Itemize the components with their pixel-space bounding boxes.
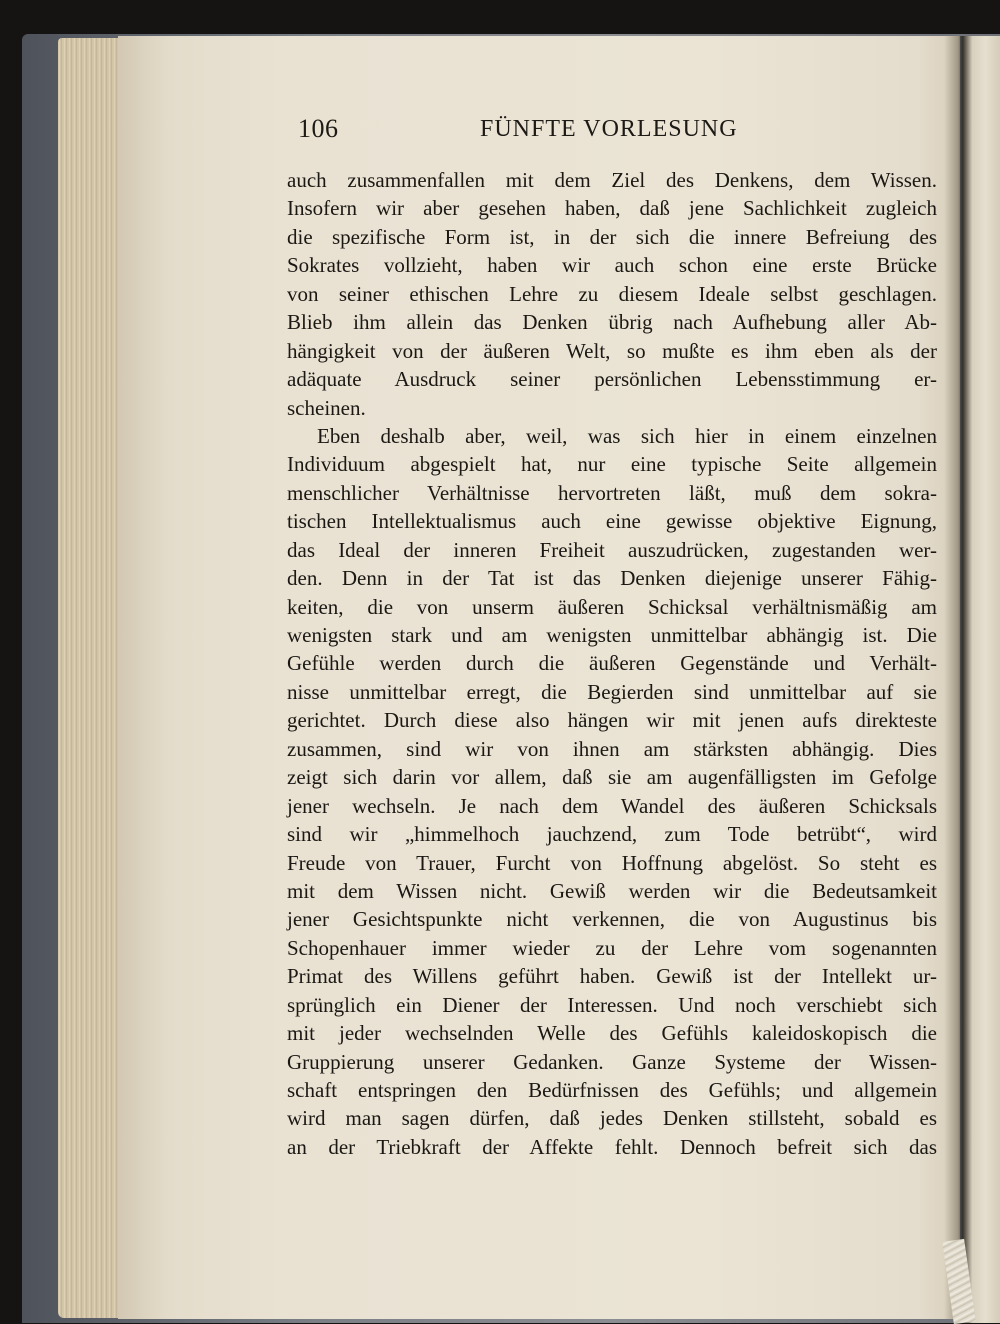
text-line: zeigt sich darin vor allem, daß sie am augenfälligsten im Gefolge [287,765,937,790]
text-line: schaft entspringen den Bedürfnissen des Gefühls; und allgemein [287,1078,937,1102]
text-line: die spezifische Form ist, in der sich die innere Befreiung des [287,224,937,249]
facing-page-edge [963,36,1000,1323]
text-line: Primat des Willens geführt haben. Gewiß ist der Intellekt ur- [287,964,937,989]
text-line: an der Triebkraft der Affekte fehlt. Dennoch befreit sich das [287,1134,937,1159]
text-line: Sokrates vollzieht, haben wir auch schon eine erste Brücke [287,253,937,278]
text-line: jener Gesichtspunkte nicht verkennen, die von Augustinus bis [287,907,937,932]
text-line: Gefühle werden durch die äußeren Gegenstände und Verhält- [287,651,937,676]
text-line: mit dem Wissen nicht. Gewiß werden wir die Bedeutsamkeit [287,878,937,903]
text-line: scheinen. [287,395,366,420]
text-line: sprünglich ein Diener der Interessen. Und noch verschiebt sich [287,992,937,1017]
text-line: Blieb ihm allein das Denken übrig nach Aufhebung aller Ab- [287,310,937,335]
page-number: 106 [298,114,339,143]
text-line: gerichtet. Durch diese also hängen wir mit jenen aufs direkteste [287,708,937,733]
text-line: Insofern wir aber gesehen haben, daß jene Sachlichkeit zugleich [287,196,937,221]
text-line: das Ideal der inneren Freiheit auszudrücken, zugestanden wer- [287,537,937,562]
text-line: auch zusammenfallen mit dem Ziel des Denkens, dem Wissen. [287,168,937,192]
text-line: Gruppierung unserer Gedanken. Ganze Systeme der Wissen- [287,1049,937,1074]
text-line: nisse unmittelbar erregt, die Begierden sind unmittelbar auf sie [287,679,937,704]
text-line: adäquate Ausdruck seiner persönlichen Lebensstimmung er- [287,367,937,392]
text-line: von seiner ethischen Lehre zu diesem Ideale selbst geschlagen. [287,281,937,306]
text-line: Individuum abgespielt hat, nur eine typische Seite allgemein [287,452,937,477]
text-line: menschlicher Verhältnisse hervortreten läßt, muß dem sokra- [287,480,937,505]
text-line: wird man sagen dürfen, daß jedes Denken stillsteht, sobald es [287,1106,937,1131]
page-header [298,114,938,154]
running-head: FÜNFTE VORLESUNG [480,116,738,142]
text-line: den. Denn in der Tat ist das Denken diejenige unserer Fähig- [287,566,937,591]
gutter-shadow [944,36,964,1319]
text-line: Eben deshalb aber, weil, was sich hier in einem einzelnen [317,423,937,448]
text-line: zusammen, sind wir von ihnen am stärksten abhängig. Dies [287,736,937,761]
text-line: mit jeder wechselnden Welle des Gefühls kaleidoskopisch die [287,1021,937,1046]
text-line: Schopenhauer immer wieder zu der Lehre vom sogenannten [287,935,937,960]
text-line: Freude von Trauer, Furcht von Hoffnung abgelöst. So steht es [287,850,937,875]
text-line: hängigkeit von der äußeren Welt, so mußte es ihm eben als der [287,338,937,363]
text-line: keiten, die von unserm äußeren Schicksal verhältnismäßig am [287,594,937,619]
text-line: wenigsten stark und am wenigsten unmittelbar abhängig ist. Die [287,623,937,647]
text-line: tischen Intellektualismus auch eine gewisse objektive Eignung, [287,509,937,534]
text-line: sind wir „himmelhoch jauchzend, zum Tode betrübt“, wird [287,822,937,847]
body-text [287,166,937,1161]
text-line: jener wechseln. Je nach dem Wandel des äußeren Schicksals [287,793,937,818]
